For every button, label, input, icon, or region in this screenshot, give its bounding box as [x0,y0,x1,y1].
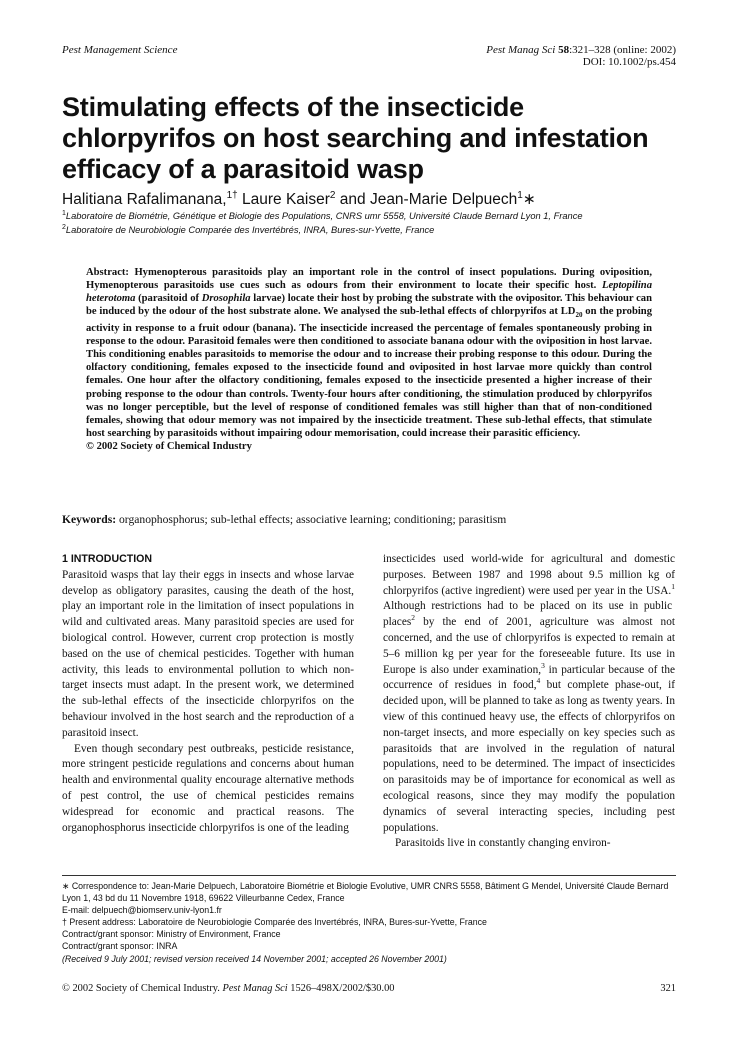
present-address-text: Present address: Laboratoire de Neurobiologie Comparée des Invertébrés, INRA, Bures-sur-Yvette, France [66,917,487,928]
correspondence-note: ∗ Correspondence to: Jean-Marie Delpuech, Laboratoire Biométrie et Biologie Evolutive, UMR CNRS 5558, Bâtiment G Mendel, Université Claude Bernard Lyon 1, 43 bd du 11 Novembre 1918, 69622 Villeurbanne Cedex, France [62,881,669,904]
keywords [62,513,506,526]
text-seg-3: by the end of 2001, agriculture was almost not concerned, and the use of chlorpyrifos is expected to remain at 5–6 million kg per year for the foreseeable future. Its use in Europe is also under examination, [383,616,675,676]
abstract-copyright: © 2002 Society of Chemical Industry [86,440,252,452]
article-title: Stimulating effects of the insecticide chlorpyrifos on host searching and infestation efficacy of a parasitoid wasp [62,92,649,184]
section-heading: 1 INTRODUCTION [62,553,153,565]
citation-volume: 58 [558,44,570,56]
text-seg-5: but complete phase-out, if decided upon, will be planned to take as long as twenty years. In view of this continued heavy use, the effects of chlorpyrifos on non-target insects, and more especially on key species such as parasitoids that are involved in the regulation of natural populations, need to be determined. The impact of insecticides on parasitoids may be of importance for economical as well as ecological reasons, since they may modify the population dynamics of several interacting species, including pest populations. [383,679,675,834]
author-2: Laure Kaiser [237,191,330,209]
citation-line [486,44,676,56]
citation-journal: Pest Manag Sci [486,44,556,56]
ld-subscript: 20 [575,311,583,320]
ref-4: 4 [536,676,541,686]
species-name: Leptopilina heterotoma [86,280,652,305]
affiliation-2-num: 2 [62,224,66,231]
abstract-text [86,266,652,440]
correspondence-mark: ∗ [522,191,536,209]
affiliation-2 [62,224,434,235]
footnote-divider [62,875,676,876]
keywords-text: organophosphorus; sub-lethal effects; associative learning; conditioning; parasitism [116,513,507,526]
body-column-right [383,552,675,852]
ref-2: 2 [411,613,415,623]
present-address-note [62,916,678,928]
ref-3: 3 [541,660,545,670]
abstract-part-1: Abstract: Hymenopterous parasitoids play an important role in the control of insect populations. During oviposition, Hymenopterous parasitoids use cues such as odours from their environment to locate their specific host. [86,267,652,292]
sponsor-note-1: Contract/grant sponsor: Ministry of Environment, France [62,929,281,940]
journal-name: Pest Management Science [62,44,178,56]
ref-1: 1 [671,581,675,591]
author-3-sup: 1 [517,190,523,201]
citation-block [486,44,676,68]
text-seg-2: Although restrictions had to be placed on its use in public places [383,600,673,629]
author-1: Halitiana Rafalimanana, [62,191,227,209]
abstract [86,266,652,453]
abstract-part-3: larvae) locate their host by probing the substrate with the ovipositor. This behaviour can be induced by the odour of the host substrate alone. We analysed the sub-lethal effects of chlorpyrifos at LD [86,293,652,318]
received-dates: (Received 9 July 2001; revised version received 14 November 2001; accepted 26 November 2001) [62,953,447,964]
abstract-part-4: on the probing activity in response to a fruit odour (banana). The insecticide increased the percentage of females spontaneously probing in response to the odour. Parasitoid females were then conditioned to associate banana odour with the oviposition in host larvae. This conditioning enables parasitoids to memorise the odour and to increase their probing response to this odour. During the olfactory conditioning, females exposed to the insecticide found and oviposited in host larvae more quickly than control females. One hour after the olfactory conditioning, females exposed to the insecticide presented a higher increase of their probing response to the odour than controls. Twenty-four hours after conditioning, the stimulation produced by chlorpyrifos was no longer perceptible, but the level of response of conditioned females was still higher than that of non-conditioned females, showing that odour memory was not impaired by the insecticide treatment. These sub-lethal effects, that stimulate host searching by parasitoids without impairing odour memorisation, could increase their parasitic efficiency. [86,306,652,439]
footer-journal: Pest Manag Sci [222,983,288,994]
citation-pages: :321–328 (online: 2002) [569,44,676,56]
received-note [62,953,678,965]
text-seg-4: in particular because of the occurrence of residues in food, [383,663,675,692]
intro-paragraph-3: Parasitoids live in constantly changing environ- [395,837,611,850]
author-2-sup: 2 [329,190,336,201]
sponsor-note-2: Contract/grant sponsor: INRA [62,941,178,952]
page-number: 321 [660,983,676,994]
affiliation-1-num: 1 [62,210,66,217]
text-seg-1: insecticides used world-wide for agricultural and domestic purposes. Between 1987 and 1998 about 9.5 million kg of chlorpyrifos (active ingredient) were used per year in the USA. [383,553,675,597]
author-1-sup: 1† [226,190,238,201]
footnotes [62,880,678,965]
doi: DOI: 10.1002/ps.454 [582,56,676,68]
abstract-part-2: (parasitoid of [135,293,202,305]
footer-copyright: © 2002 Society of Chemical Industry. [62,983,223,994]
footer-issn: 1526–498X/2002/$30.00 [287,983,395,994]
email-note: E-mail: delpuech@biomserv.univ-lyon1.fr [62,905,222,916]
body-column-left [62,552,354,836]
affiliation-2-text: Laboratoire de Neurobiologie Comparée des Invertébrés, INRA, Bures-sur-Yvette, France [65,225,435,236]
author-3: and Jean-Marie Delpuech [335,191,518,209]
affiliation-1-text: Laboratoire de Biométrie, Génétique et Biologie des Populations, CNRS umr 5558, Université Claude Bernard Lyon 1, France [65,211,583,222]
author-list [62,190,536,209]
affiliation-1 [62,210,583,221]
intro-paragraph-1: Parasitoid wasps that lay their eggs in insects and whose larvae develop as obligatory parasites, causing the death of the host, play an important role in the limitation of insect populations in wild and cultivated areas. Many parasitoid species are used for biological control. However, current crop protection is mostly based on the use of chemical pesticides. Together with human activity, this leads to environmental pollution to which non-target insects must adapt. In the present work, we determined the sub-lethal effects of the insecticide chlorpyrifos on the behaviour involved in the host search and the reproduction of a parasitoid insect. [62,568,354,739]
host-name: Drosophila [201,293,251,305]
intro-paragraph-2: Even though secondary pest outbreaks, pesticide resistance, more stringent pesticide regulations and concerns about human health and environmental quality encourage alternative methods of pest control, the use of chemical pesticides remains widespread for economic and practical reasons. The organophosphorus insecticide chlorpyrifos is one of the leading [62,742,354,834]
intro-paragraph-2-cont [383,552,675,836]
keywords-label: Keywords: [62,513,117,526]
present-address-mark: † [62,917,67,928]
footer-citation [62,983,394,994]
